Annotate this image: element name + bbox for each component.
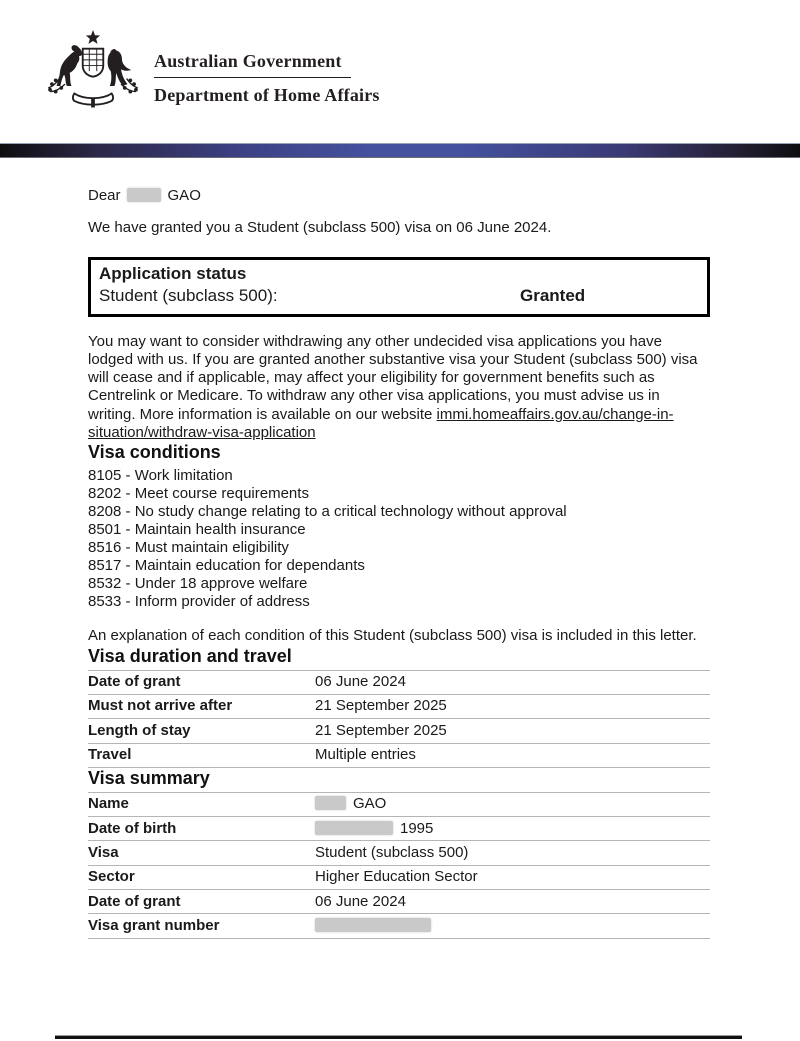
row-label: Date of birth [88,819,177,837]
department-title: Department of Home Affairs [154,85,380,105]
row-value-cell [315,866,710,889]
table-row [88,816,710,840]
letter-body [88,183,710,939]
row-value: 1995 [400,819,434,837]
row-value: Multiple entries [315,746,416,764]
redaction-box-given-name [127,188,161,202]
visa-conditions-heading: Visa conditions [88,442,221,463]
row-label: Travel [88,746,132,764]
row-value: 21 September 2025 [315,697,447,715]
row-label: Visa [88,843,119,861]
header-gradient-bar [0,143,800,158]
visa-summary-table [88,792,710,939]
application-status-box [88,257,710,317]
row-value-cell [315,719,710,742]
government-title: Australian Government [154,51,342,71]
redaction-box [315,821,393,835]
row-value: 06 June 2024 [315,673,406,691]
row-value: Student (subclass 500) [315,843,469,861]
row-value: 06 June 2024 [315,892,406,910]
table-row [88,670,710,694]
table-row [88,913,710,938]
visa-conditions-list [88,467,710,611]
table-row [88,865,710,889]
visa-condition-item: 8501 - Maintain health insurance [88,521,306,539]
row-label: Visa grant number [88,916,220,934]
row-value-cell [315,914,710,937]
redaction-box [315,796,346,810]
greeting-prefix: Dear [88,187,121,204]
visa-duration-table [88,670,710,768]
visa-condition-item: 8533 - Inform provider of address [88,593,310,611]
greeting-line [88,187,710,205]
visa-class-label: Student (subclass 500): [99,285,278,305]
row-value-cell [315,793,710,816]
table-row [88,718,710,742]
australian-coat-of-arms-icon [46,30,140,114]
row-value-cell [315,695,710,718]
row-value: Higher Education Sector [315,868,478,886]
visa-condition-item: 8532 - Under 18 approve welfare [88,575,308,593]
row-label: Date of grant [88,673,181,691]
row-label: Sector [88,868,135,886]
withdraw-text: You may want to consider withdrawing any other undecided visa applications you have lodged with us. If you are granted another substantive visa your Student (subclass 500) visa will cease and if applicable, may affect your eligibility for government benefits such as Centrelink or Medicare. To withdraw any other visa applications, you must advise us in writing. More information is available on our website [88,332,698,423]
row-value-cell [315,671,710,694]
letterhead [46,30,380,114]
table-row [88,743,710,768]
grant-statement: We have granted you a Student (subclass 500) visa on 06 June 2024. [88,219,552,237]
redaction-box [315,918,431,932]
table-row [88,694,710,718]
application-status-title: Application status [99,263,247,283]
table-row [88,840,710,864]
visa-condition-item: 8208 - No study change relating to a critical technology without approval [88,503,567,521]
row-label: Length of stay [88,721,191,739]
row-value-cell [315,817,710,840]
greeting-surname: GAO [167,187,201,204]
status-granted-value: Granted [520,285,586,305]
table-row [88,889,710,913]
visa-condition-item: 8105 - Work limitation [88,467,233,485]
visa-condition-item: 8517 - Maintain education for dependants [88,557,365,575]
conditions-explanation: An explanation of each condition of this Student (subclass 500) visa is included in this letter. [88,627,697,645]
page-bottom-rule [55,1035,742,1039]
row-value-cell [315,744,710,767]
withdraw-paragraph [88,333,710,443]
visa-condition-item: 8202 - Meet course requirements [88,485,309,503]
table-row [88,792,710,816]
row-value: GAO [353,795,387,813]
letterhead-text [154,30,380,105]
row-label: Must not arrive after [88,697,233,715]
row-value-cell [315,890,710,913]
withdraw-visa-link[interactable]: immi.homeaffairs.gov.au/change-in-situation/withdraw-visa-application [88,405,674,442]
row-value: 21 September 2025 [315,721,447,739]
row-value-cell [315,841,710,864]
visa-condition-item: 8516 - Must maintain eligibility [88,539,289,557]
application-status-row [99,285,699,307]
row-label: Name [88,795,129,813]
row-label: Date of grant [88,892,181,910]
letterhead-divider [154,77,351,78]
visa-duration-heading: Visa duration and travel [88,645,292,666]
visa-summary-heading: Visa summary [88,767,210,788]
